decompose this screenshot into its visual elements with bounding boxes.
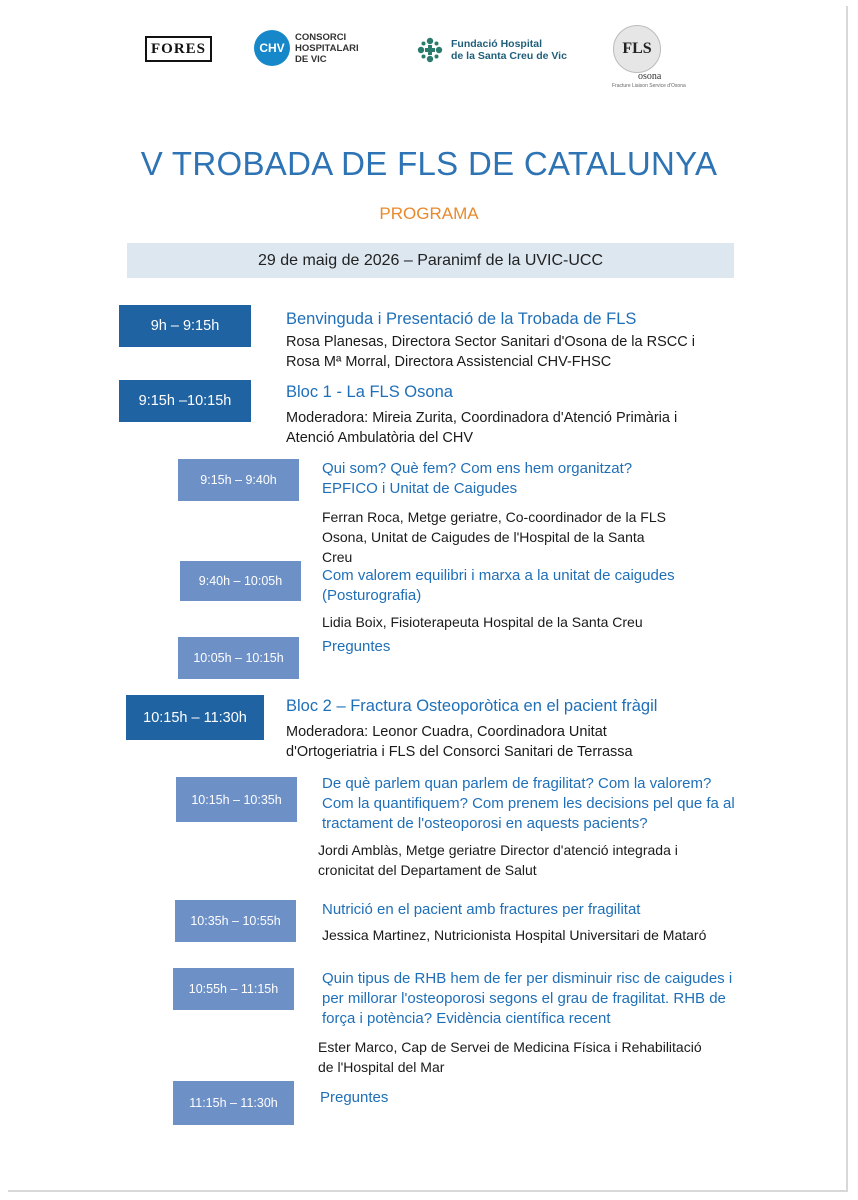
fhsc-logo: [415, 35, 567, 65]
fhsc-emblem-icon: [415, 35, 445, 65]
talk-speaker: Osona, Unitat de Caigudes de l'Hospital de la Santa: [322, 529, 645, 545]
fls-logo-mark: FLS: [613, 25, 661, 73]
block-moderator: Moderadora: Mireia Zurita, Coordinadora d'Atenció Primària i: [286, 410, 678, 426]
fls-logo-sub: osona: [638, 71, 662, 82]
talk-title: Com la quantifiquem? Com prenem les decisions pel que fa al: [322, 795, 735, 812]
talk-speaker: cronicitat del Departament de Salut: [318, 862, 537, 878]
talk-title: tractament de l'osteoporosi en aquests pacients?: [322, 815, 648, 832]
talk-title: Quin tipus de RHB hem de fer per disminuir risc de caigudes i: [322, 970, 733, 987]
fls-logo-tagline: Fracture Liaison Service d'Osona: [612, 83, 686, 89]
talk-speaker: Lidia Boix, Fisioterapeuta Hospital de la Santa Creu: [322, 614, 643, 630]
block-title: Bloc 2 – Fractura Osteoporòtica en el pacient fràgil: [286, 697, 658, 715]
fores-logo: FORES: [145, 36, 212, 62]
talk-title: De què parlem quan parlem de fragilitat? Com la valorem?: [322, 775, 712, 792]
talk-speaker: de l'Hospital del Mar: [318, 1059, 445, 1075]
block-moderator: d'Ortogeriatria i FLS del Consorci Sanitari de Terrassa: [286, 744, 633, 760]
talk-speaker: Jordi Amblàs, Metge geriatre Director d'atenció integrada i: [318, 842, 678, 858]
session-speaker: Rosa Planesas, Directora Sector Sanitari d'Osona de la RSCC i: [286, 334, 695, 350]
talk-speaker: Jessica Martinez, Nutricionista Hospital Universitari de Mataró: [322, 927, 707, 943]
talk-title: Preguntes: [322, 638, 391, 655]
talk-title: Com valorem equilibri i marxa a la unitat de caigudes: [322, 567, 675, 584]
chv-line: DE VIC: [295, 53, 327, 65]
time-slot: 9:40h – 10:05h: [180, 561, 301, 601]
talk-title: Qui som? Què fem? Com ens hem organitzat?: [322, 460, 633, 477]
time-slot: 9:15h –10:15h: [119, 380, 251, 422]
time-slot: 10:05h – 10:15h: [178, 637, 299, 679]
time-slot: 9:15h – 9:40h: [178, 459, 299, 501]
session-speaker: Rosa Mª Morral, Directora Assistencial CHV-FHSC: [286, 354, 612, 370]
block-moderator: Moderadora: Leonor Cuadra, Coordinadora Unitat: [286, 724, 607, 740]
page-title: V TROBADA DE FLS DE CATALUNYA: [140, 145, 718, 182]
time-slot: 10:15h – 11:30h: [126, 695, 264, 740]
talk-speaker: Ferran Roca, Metge geriatre, Co-coordinador de la FLS: [322, 509, 666, 525]
time-slot: 9h – 9:15h: [119, 305, 251, 347]
talk-speaker: Ester Marco, Cap de Servei de Medicina Física i Rehabilitació: [318, 1039, 702, 1055]
date-venue-band: [127, 243, 734, 278]
talk-title: força i potència? Evidència científica recent: [322, 1010, 611, 1027]
fhsc-line: de la Santa Creu de Vic: [451, 50, 567, 62]
time-slot: 10:15h – 10:35h: [176, 777, 297, 822]
chv-logo: [254, 30, 359, 66]
talk-title: Nutrició en el pacient amb fractures per fragilitat: [322, 901, 641, 918]
program-label: PROGRAMA: [379, 204, 479, 223]
fhsc-line: Fundació Hospital: [451, 38, 543, 50]
time-slot: 10:35h – 10:55h: [175, 900, 296, 942]
chv-logo-mark: CHV: [254, 30, 290, 66]
talk-title: per millorar l'osteoporosi segons el grau de fragilitat. RHB de: [322, 990, 726, 1007]
block-title: Bloc 1 - La FLS Osona: [286, 383, 453, 401]
fhsc-logo-text: [451, 38, 567, 62]
time-slot: 11:15h – 11:30h: [173, 1081, 294, 1125]
time-slot: 10:55h – 11:15h: [173, 968, 294, 1010]
session-title: Benvinguda i Presentació de la Trobada de FLS: [286, 310, 637, 328]
chv-line: HOSPITALARI: [295, 42, 359, 54]
fls-osona-logo: [608, 25, 686, 89]
talk-title: EPFICO i Unitat de Caigudes: [322, 480, 518, 497]
date-venue-text: 29 de maig de 2026 – Paranimf de la UVIC-UCC: [257, 251, 604, 269]
talk-title: (Posturografia): [322, 587, 422, 604]
block-moderator: Atenció Ambulatòria del CHV: [286, 430, 473, 446]
chv-logo-text: [295, 32, 359, 65]
talk-title: Preguntes: [320, 1089, 389, 1106]
talk-speaker: Creu: [322, 549, 353, 565]
chv-line: CONSORCI: [295, 31, 347, 43]
